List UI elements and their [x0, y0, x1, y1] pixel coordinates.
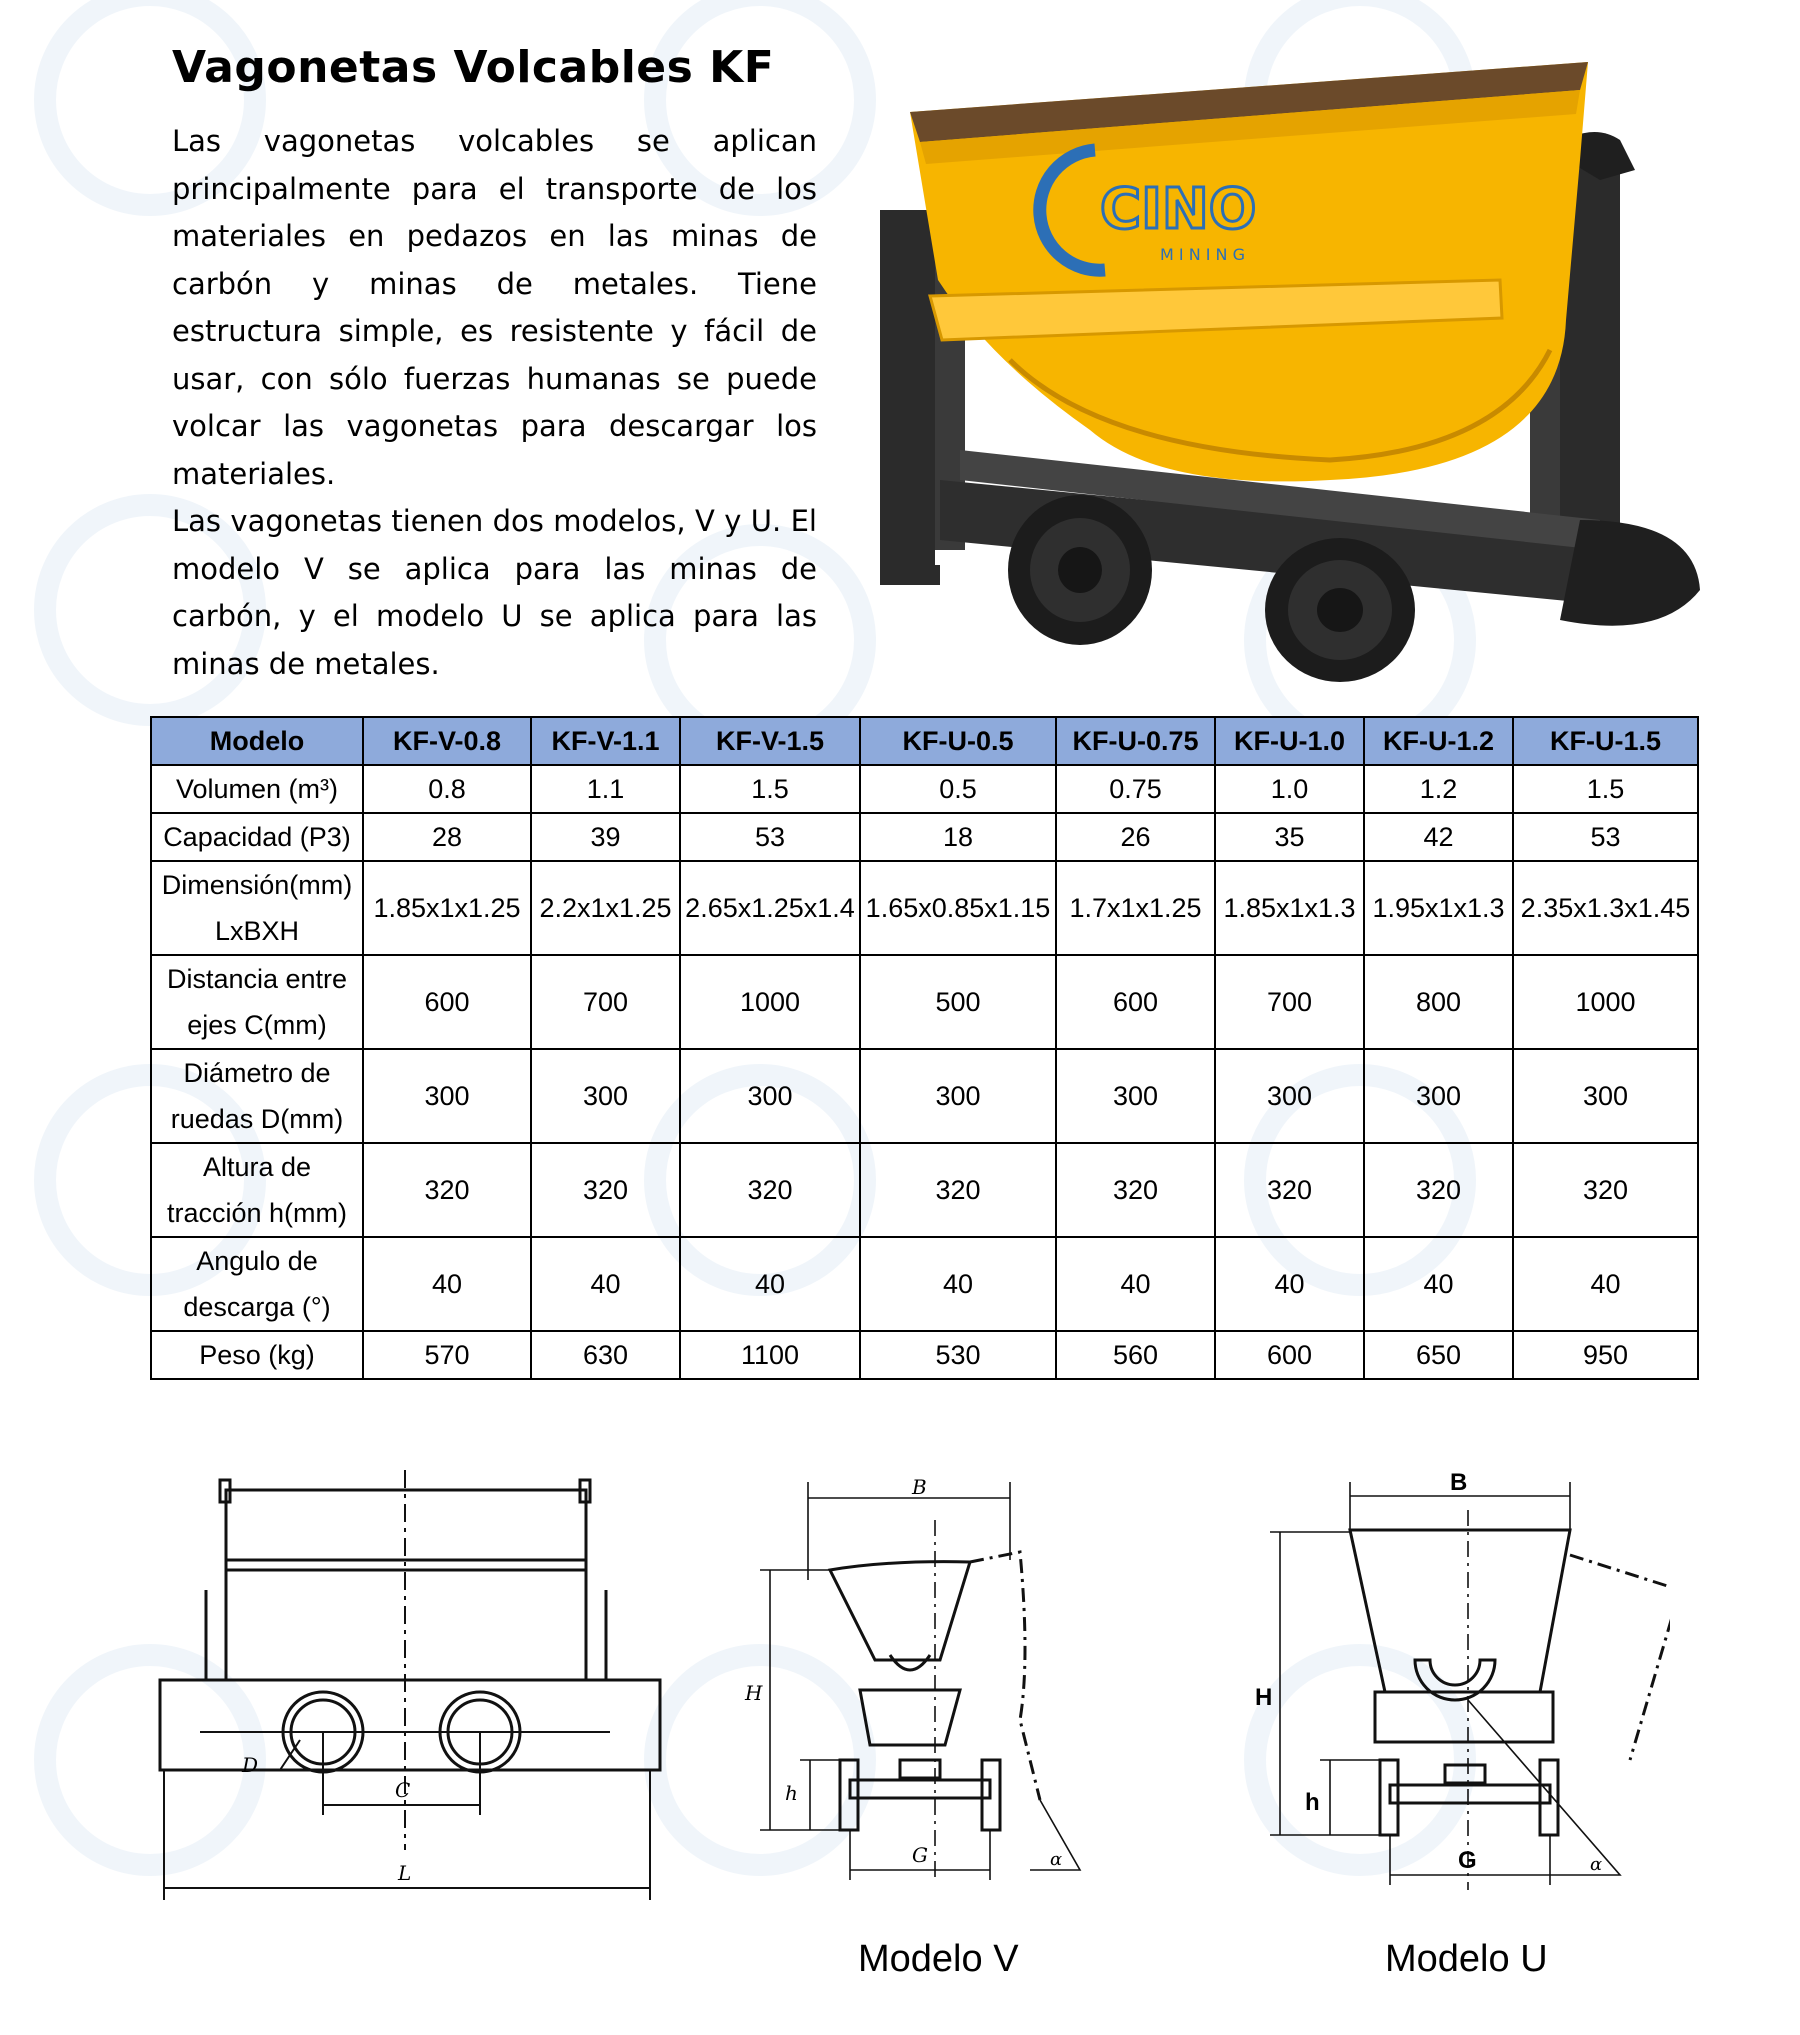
table-cell: 320 — [363, 1143, 531, 1237]
table-cell: 320 — [1215, 1143, 1364, 1237]
u-dim-h-upper-label: H — [1255, 1684, 1273, 1711]
table-cell: 2.65x1.25x1.4 — [680, 861, 860, 955]
table-cell: 40 — [1364, 1237, 1513, 1331]
logo-subtext: M I N I N G — [1160, 245, 1246, 264]
table-cell: 600 — [363, 955, 531, 1049]
header-cell: KF-V-0.8 — [363, 717, 531, 765]
table-cell: 1.2 — [1364, 765, 1513, 813]
caption-model-v: Modelo V — [858, 1938, 1019, 1980]
v-dim-alpha-label: α — [1050, 1849, 1063, 1870]
table-cell: 300 — [531, 1049, 680, 1143]
table-cell: 1.5 — [1513, 765, 1698, 813]
table-cell: 530 — [860, 1331, 1056, 1379]
table-cell: 300 — [860, 1049, 1056, 1143]
header-cell: KF-U-1.0 — [1215, 717, 1364, 765]
model-v-drawing — [740, 1460, 1160, 1900]
table-cell: 53 — [1513, 813, 1698, 861]
table-cell: 650 — [1364, 1331, 1513, 1379]
table-cell: 320 — [680, 1143, 860, 1237]
frame-post-left — [880, 210, 935, 570]
dim-c-label: C — [395, 1778, 411, 1802]
table-cell: 40 — [680, 1237, 860, 1331]
table-cell: 300 — [1513, 1049, 1698, 1143]
table-cell: 2.35x1.3x1.45 — [1513, 861, 1698, 955]
table-cell: 300 — [1215, 1049, 1364, 1143]
wheel-front — [1008, 495, 1152, 645]
row-label: Peso (kg) — [151, 1331, 363, 1379]
intro-paragraph-2: Las vagonetas tienen dos modelos, V y U. El modelo V se aplica para las minas de carbón, y el modelo U se aplica para las minas de metales. — [172, 504, 817, 681]
table-cell: 40 — [1513, 1237, 1698, 1331]
row-label: Volumen (m³) — [151, 765, 363, 813]
table-cell: 0.5 — [860, 765, 1056, 813]
dim-l-label: L — [398, 1861, 412, 1885]
table-cell: 53 — [680, 813, 860, 861]
table-cell: 1.95x1x1.3 — [1364, 861, 1513, 955]
table-cell: 570 — [363, 1331, 531, 1379]
table-cell: 600 — [1215, 1331, 1364, 1379]
row-label: Diámetro de ruedas D(mm) — [151, 1049, 363, 1143]
table-cell: 2.2x1x1.25 — [531, 861, 680, 955]
table-cell: 1.1 — [531, 765, 680, 813]
table-cell: 300 — [680, 1049, 860, 1143]
table-cell: 40 — [860, 1237, 1056, 1331]
dim-d-label: D — [242, 1753, 259, 1777]
table-header-row — [151, 717, 1698, 765]
row-label: Dimensión(mm) LxBXH — [151, 861, 363, 955]
logo-text: CINO — [1100, 177, 1257, 242]
table-cell: 320 — [1056, 1143, 1215, 1237]
u-dim-g-label: G — [1458, 1847, 1477, 1874]
table-cell: 42 — [1364, 813, 1513, 861]
table-cell: 0.8 — [363, 765, 531, 813]
v-dim-h-lower-label: h — [785, 1781, 798, 1805]
table-cell: 320 — [1364, 1143, 1513, 1237]
header-cell: KF-V-1.1 — [531, 717, 680, 765]
table-cell: 40 — [363, 1237, 531, 1331]
mine-car-photo — [860, 50, 1700, 690]
table-cell: 40 — [1215, 1237, 1364, 1331]
table-cell: 40 — [531, 1237, 680, 1331]
caption-model-u: Modelo U — [1385, 1938, 1548, 1980]
table-cell: 1000 — [1513, 955, 1698, 1049]
table-row — [151, 813, 1698, 861]
u-bucket — [1350, 1530, 1570, 1692]
table-cell: 1.65x0.85x1.15 — [860, 861, 1056, 955]
model-u-drawing — [1250, 1460, 1670, 1900]
header-cell: Modelo — [151, 717, 363, 765]
v-bucket — [830, 1562, 970, 1660]
table-cell: 1.5 — [680, 765, 860, 813]
spec-table — [150, 716, 1699, 1380]
table-cell: 39 — [531, 813, 680, 861]
table-cell: 300 — [363, 1049, 531, 1143]
page-title: Vagonetas Volcables KF — [172, 42, 775, 93]
table-row — [151, 861, 1698, 955]
row-label: Angulo de descarga (°) — [151, 1237, 363, 1331]
header-cell: KF-U-1.5 — [1513, 717, 1698, 765]
table-row — [151, 765, 1698, 813]
table-cell: 950 — [1513, 1331, 1698, 1379]
table-cell: 28 — [363, 813, 531, 861]
table-row — [151, 1049, 1698, 1143]
table-cell: 560 — [1056, 1331, 1215, 1379]
table-cell: 500 — [860, 955, 1056, 1049]
header-cell: KF-V-1.5 — [680, 717, 860, 765]
row-label: Capacidad (P3) — [151, 813, 363, 861]
table-cell: 26 — [1056, 813, 1215, 861]
table-cell: 320 — [1513, 1143, 1698, 1237]
v-dim-h-upper-label: H — [745, 1681, 763, 1705]
v-dim-b-label: B — [912, 1475, 927, 1499]
side-view-drawing — [150, 1470, 670, 1910]
table-cell: 300 — [1364, 1049, 1513, 1143]
table-cell: 35 — [1215, 813, 1364, 861]
table-row — [151, 1331, 1698, 1379]
header-cell: KF-U-1.2 — [1364, 717, 1513, 765]
table-row — [151, 1237, 1698, 1331]
table-cell: 700 — [531, 955, 680, 1049]
table-cell: 600 — [1056, 955, 1215, 1049]
u-dim-h-lower-label: h — [1305, 1789, 1320, 1816]
table-cell: 630 — [531, 1331, 680, 1379]
table-cell: 18 — [860, 813, 1056, 861]
u-dim-b-label: B — [1450, 1469, 1468, 1496]
table-cell: 1.0 — [1215, 765, 1364, 813]
table-cell: 800 — [1364, 955, 1513, 1049]
v-dim-g-label: G — [912, 1843, 928, 1867]
table-cell: 1.85x1x1.3 — [1215, 861, 1364, 955]
table-row — [151, 1143, 1698, 1237]
table-cell: 1.7x1x1.25 — [1056, 861, 1215, 955]
table-cell: 1000 — [680, 955, 860, 1049]
table-cell: 1100 — [680, 1331, 860, 1379]
row-label: Altura de tracción h(mm) — [151, 1143, 363, 1237]
table-cell: 0.75 — [1056, 765, 1215, 813]
header-cell: KF-U-0.75 — [1056, 717, 1215, 765]
row-label: Distancia entre ejes C(mm) — [151, 955, 363, 1049]
header-cell: KF-U-0.5 — [860, 717, 1056, 765]
table-cell: 300 — [1056, 1049, 1215, 1143]
table-cell: 1.85x1x1.25 — [363, 861, 531, 955]
chassis-outline — [160, 1680, 660, 1770]
intro-text — [172, 118, 817, 688]
wheel-rear — [1265, 538, 1415, 682]
table-cell: 320 — [860, 1143, 1056, 1237]
u-dim-alpha-label: α — [1590, 1854, 1603, 1875]
table-cell: 700 — [1215, 955, 1364, 1049]
table-row — [151, 955, 1698, 1049]
intro-paragraph-1: Las vagonetas volcables se aplican principalmente para el transporte de los materiales en pedazos en las minas de carbón y minas de metales. Tiene estructura simple, es resistente y fácil de usar, con sólo fuerzas humanas se puede volcar las vagonetas para descargar los materiales. — [172, 124, 817, 491]
table-cell: 40 — [1056, 1237, 1215, 1331]
table-cell: 320 — [531, 1143, 680, 1237]
